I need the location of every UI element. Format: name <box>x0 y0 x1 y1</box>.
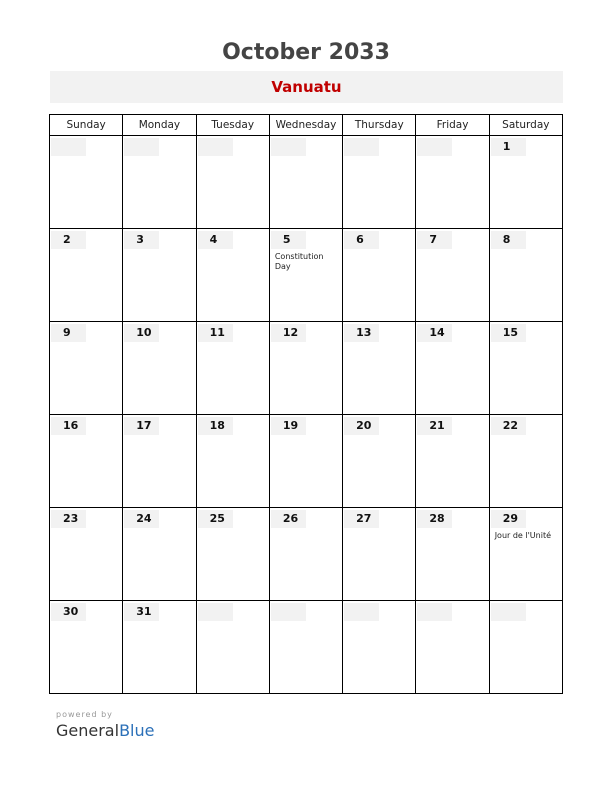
day-number: 9 <box>51 324 86 342</box>
day-cell <box>343 601 416 694</box>
day-number: 19 <box>271 417 306 435</box>
day-number <box>417 138 452 156</box>
day-cell <box>50 229 123 322</box>
day-cell <box>123 508 196 601</box>
holiday-label: Jour de l'Unité <box>494 531 552 540</box>
day-cell <box>343 508 416 601</box>
day-number: 21 <box>417 417 452 435</box>
day-number: 16 <box>51 417 86 435</box>
day-number: 4 <box>198 231 233 249</box>
brand-blue: Blue <box>119 721 155 740</box>
day-number: 29 <box>491 510 526 528</box>
day-number: 12 <box>271 324 306 342</box>
calendar-title: October 2033 <box>222 40 390 65</box>
day-cell <box>416 136 489 229</box>
day-cell <box>50 322 123 415</box>
day-number <box>51 138 86 156</box>
weekday-tuesday: Tuesday <box>196 115 269 136</box>
day-number: 25 <box>198 510 233 528</box>
week-row <box>50 229 563 322</box>
day-number: 8 <box>491 231 526 249</box>
day-number <box>417 603 452 621</box>
day-cell <box>196 508 269 601</box>
day-number <box>344 603 379 621</box>
holiday-label: Constitution Day <box>274 252 324 271</box>
day-number <box>271 603 306 621</box>
country-banner: Vanuatu <box>50 71 563 103</box>
day-cell <box>50 136 123 229</box>
day-cell <box>50 508 123 601</box>
day-number: 10 <box>124 324 159 342</box>
day-cell <box>269 601 342 694</box>
day-number: 26 <box>271 510 306 528</box>
week-row <box>50 508 563 601</box>
day-number: 5 <box>271 231 306 249</box>
day-number: 14 <box>417 324 452 342</box>
day-cell <box>123 601 196 694</box>
day-cell <box>489 601 562 694</box>
day-number <box>124 138 159 156</box>
day-cell <box>269 415 342 508</box>
weekday-sunday: Sunday <box>50 115 123 136</box>
day-cell <box>269 322 342 415</box>
day-number: 1 <box>491 138 526 156</box>
day-cell <box>489 415 562 508</box>
day-cell <box>489 136 562 229</box>
weekday-thursday: Thursday <box>343 115 416 136</box>
day-cell <box>489 508 562 601</box>
day-number: 3 <box>124 231 159 249</box>
day-number <box>198 138 233 156</box>
day-cell <box>50 601 123 694</box>
day-cell <box>343 322 416 415</box>
weekday-header-row <box>50 115 563 136</box>
day-cell <box>196 415 269 508</box>
day-cell <box>269 229 342 322</box>
day-cell <box>416 601 489 694</box>
day-cell <box>50 415 123 508</box>
day-number: 6 <box>344 231 379 249</box>
day-cell <box>416 415 489 508</box>
day-number: 17 <box>124 417 159 435</box>
day-cell <box>489 229 562 322</box>
day-number: 11 <box>198 324 233 342</box>
day-number: 24 <box>124 510 159 528</box>
day-cell <box>196 601 269 694</box>
calendar-grid <box>49 114 563 694</box>
weekday-friday: Friday <box>416 115 489 136</box>
day-cell <box>123 229 196 322</box>
day-number <box>491 603 526 621</box>
week-row <box>50 322 563 415</box>
day-number: 27 <box>344 510 379 528</box>
powered-by-text: powered by <box>56 710 113 719</box>
day-number: 23 <box>51 510 86 528</box>
week-row <box>50 415 563 508</box>
day-cell <box>123 322 196 415</box>
day-number: 20 <box>344 417 379 435</box>
day-number <box>344 138 379 156</box>
day-cell <box>343 415 416 508</box>
day-cell <box>123 415 196 508</box>
day-number: 28 <box>417 510 452 528</box>
day-cell <box>196 229 269 322</box>
week-row <box>50 601 563 694</box>
day-cell <box>123 136 196 229</box>
day-number: 31 <box>124 603 159 621</box>
day-cell <box>343 229 416 322</box>
day-number: 30 <box>51 603 86 621</box>
day-cell <box>196 136 269 229</box>
brand-logo <box>56 721 154 740</box>
weekday-wednesday: Wednesday <box>269 115 342 136</box>
brand-general: General <box>56 721 120 740</box>
day-cell <box>269 508 342 601</box>
day-number <box>198 603 233 621</box>
day-number <box>271 138 306 156</box>
weekday-monday: Monday <box>123 115 196 136</box>
day-cell <box>196 322 269 415</box>
day-number: 7 <box>417 231 452 249</box>
weekday-saturday: Saturday <box>489 115 562 136</box>
day-cell <box>269 136 342 229</box>
day-number: 15 <box>491 324 526 342</box>
day-number: 13 <box>344 324 379 342</box>
day-cell <box>416 508 489 601</box>
day-cell <box>489 322 562 415</box>
day-cell <box>416 229 489 322</box>
day-cell <box>416 322 489 415</box>
footer-branding <box>56 710 154 740</box>
week-row <box>50 136 563 229</box>
day-number: 18 <box>198 417 233 435</box>
day-number: 22 <box>491 417 526 435</box>
day-number: 2 <box>51 231 86 249</box>
day-cell <box>343 136 416 229</box>
